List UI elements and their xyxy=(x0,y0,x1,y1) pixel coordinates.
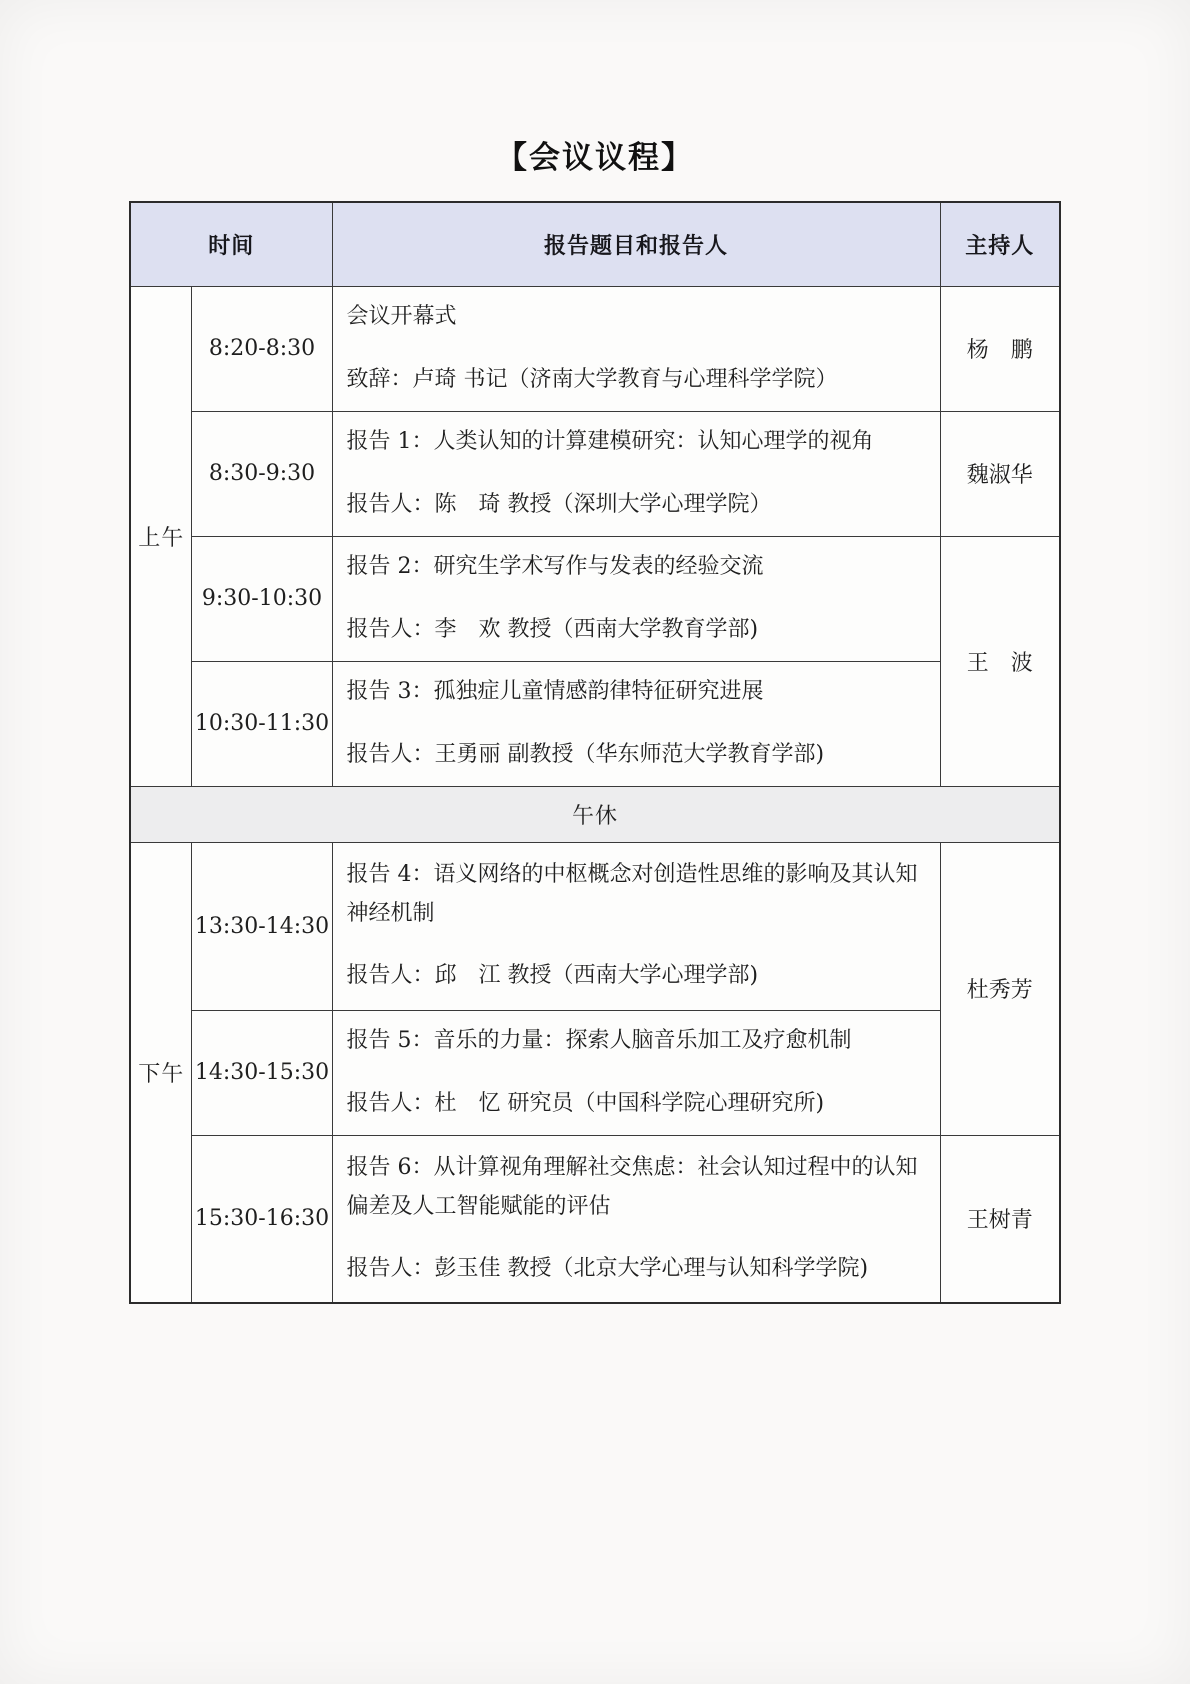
lunch-cell: 午休 xyxy=(130,786,1060,842)
speaker-line: 报告人：陈 琦 教授（深圳大学心理学院） xyxy=(346,491,772,517)
topic-title-line: 报告 5：音乐的力量：探索人脑音乐加工及疗愈机制 xyxy=(346,1028,852,1053)
session-cell-morning: 上午 xyxy=(130,286,192,786)
topic-cell xyxy=(332,1010,940,1135)
table-row xyxy=(130,842,1060,1010)
table-row xyxy=(130,536,1060,661)
topic-title-line: 会议开幕式 xyxy=(346,304,457,329)
time-cell: 10:30-11:30 xyxy=(192,661,332,786)
host-cell: 杨 鹏 xyxy=(940,286,1060,411)
host-cell: 魏淑华 xyxy=(940,411,1060,536)
speaker-line: 报告人：彭玉佳 教授（北京大学心理与认知科学学院) xyxy=(346,1256,869,1281)
topic-title-line: 报告 6：从计算视角理解社交焦虑：社会认知过程中的认知偏差及人工智能赋能的评估 xyxy=(346,1155,918,1219)
topic-title-line: 报告 2：研究生学术写作与发表的经验交流 xyxy=(346,554,764,579)
topic-cell xyxy=(332,842,940,1010)
topic-title-line: 报告 3：孤独症儿童情感韵律特征研究进展 xyxy=(346,679,764,704)
time-cell: 8:20-8:30 xyxy=(192,286,332,411)
time-cell: 13:30-14:30 xyxy=(192,842,332,1010)
time-cell: 15:30-16:30 xyxy=(192,1135,332,1303)
topic-cell xyxy=(332,536,940,661)
session-cell-afternoon: 下午 xyxy=(130,842,192,1303)
agenda-table xyxy=(129,201,1061,1304)
topic-title-line: 报告 1：人类认知的计算建模研究：认知心理学的视角 xyxy=(346,429,874,454)
table-row xyxy=(130,1010,1060,1135)
header-cell-host: 主持人 xyxy=(940,202,1060,286)
table-row xyxy=(130,661,1060,786)
speaker-line: 报告人：邱 江 教授（西南大学心理学部) xyxy=(346,963,759,989)
speaker-line: 报告人：王勇丽 副教授（华东师范大学教育学部) xyxy=(346,741,825,767)
header-cell-topic: 报告题目和报告人 xyxy=(332,202,940,286)
time-cell: 9:30-10:30 xyxy=(192,536,332,661)
time-cell: 8:30-9:30 xyxy=(192,411,332,536)
speaker-line: 致辞：卢琦 书记（济南大学教育与心理科学学院） xyxy=(346,366,838,392)
header-cell-time: 时间 xyxy=(130,202,332,286)
page-title: 【会议议程】 xyxy=(496,140,694,176)
table-header-row xyxy=(130,202,1060,286)
topic-cell xyxy=(332,411,940,536)
topic-title-line: 报告 4：语义网络的中枢概念对创造性思维的影响及其认知神经机制 xyxy=(346,862,918,926)
speaker-line: 报告人：杜 忆 研究员（中国科学院心理研究所) xyxy=(346,1090,825,1116)
lunch-row xyxy=(130,786,1060,842)
topic-cell xyxy=(332,661,940,786)
table-row xyxy=(130,1135,1060,1303)
table-row xyxy=(130,286,1060,411)
time-cell: 14:30-15:30 xyxy=(192,1010,332,1135)
topic-cell xyxy=(332,1135,940,1303)
speaker-line: 报告人：李 欢 教授（西南大学教育学部) xyxy=(346,616,759,642)
host-cell: 王 波 xyxy=(940,536,1060,786)
host-cell: 杜秀芳 xyxy=(940,842,1060,1135)
topic-cell xyxy=(332,286,940,411)
host-cell: 王树青 xyxy=(940,1135,1060,1303)
table-row xyxy=(130,411,1060,536)
